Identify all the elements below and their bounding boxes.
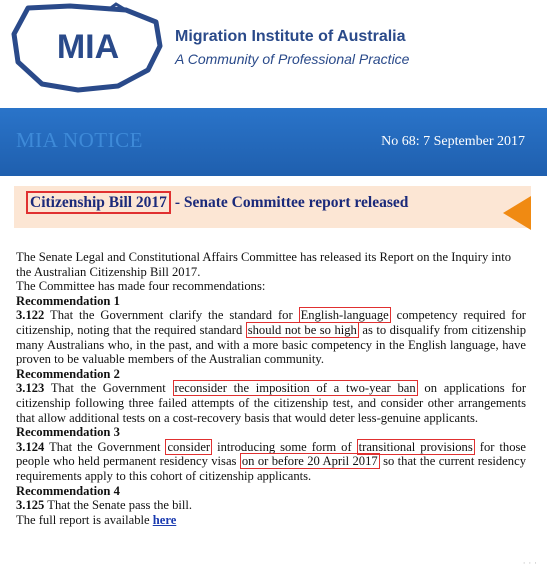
org-tagline: A Community of Professional Practice: [175, 51, 410, 67]
highlight-box: English-language: [300, 308, 389, 323]
notice-number-date: No 68: 7 September 2017: [381, 134, 525, 149]
notice-title: [26, 194, 408, 212]
highlight-box: reconsider the imposition of a two-year ban: [174, 381, 416, 396]
recommendation-3-text: 3.124 That the Government consider introducing some form of transitional provisions for those people who held permanent residency visas on or before 20 April 2017 so that the current residency requirements apply to this cohort of citizenship applicants.: [16, 439, 526, 483]
report-line: The full report is available here: [16, 512, 177, 527]
recommendation-2-text: 3.123 That the Government reconsider the imposition of a two-year ban on applications for citizenship following three failed attempts of the citizenship test, and consider other arrangements that allow additional tests on a cost-recovery basis that would deter less-genuine applicants.: [16, 381, 527, 425]
report-link[interactable]: here: [152, 512, 177, 527]
highlight-box: consider: [167, 439, 211, 454]
recommendation-3-heading: Recommendation 3: [16, 425, 120, 440]
highlight-box: should not be so high: [247, 322, 357, 337]
header: [0, 0, 547, 100]
recommendation-4-heading: Recommendation 4: [16, 483, 120, 498]
highlight-box: transitional provisions: [358, 439, 473, 454]
arrow-left-icon: [503, 196, 531, 230]
org-name: Migration Institute of Australia: [175, 28, 406, 45]
notice-title-boxed: Citizenship Bill 2017: [26, 191, 171, 214]
intro-paragraph: The Senate Legal and Constitutional Affairs Committee has released its Report on the Inquiry into the Australian Citizenship Bill 2017.: [16, 250, 512, 279]
notice-body: [16, 250, 526, 527]
recommendation-4-text: 3.125 That the Senate pass the bill.: [16, 498, 193, 513]
recommendation-1-heading: Recommendation 1: [16, 293, 120, 308]
recommendation-2-heading: Recommendation 2: [16, 366, 120, 381]
highlight-box: on or before 20 April 2017: [241, 454, 378, 469]
intro-line: The Committee has made four recommendations:: [16, 279, 266, 294]
mia-logo-icon: [8, 0, 168, 96]
notice-title-rest: - Senate Committee report released: [170, 194, 409, 211]
watermark: · · ·: [522, 559, 537, 569]
banner-title: MIA NOTICE: [16, 128, 143, 152]
logo-text: MIA: [56, 28, 120, 66]
recommendation-1-text: 3.122 That the Government clarify the standard for English-language competency required for citizenship, noting that the required standard should not be so high as to disqualify from citizenship many Australians who, in the past, and with a more basic competency in the English language, have proven to be valuable members of the Australian community.: [16, 308, 527, 367]
